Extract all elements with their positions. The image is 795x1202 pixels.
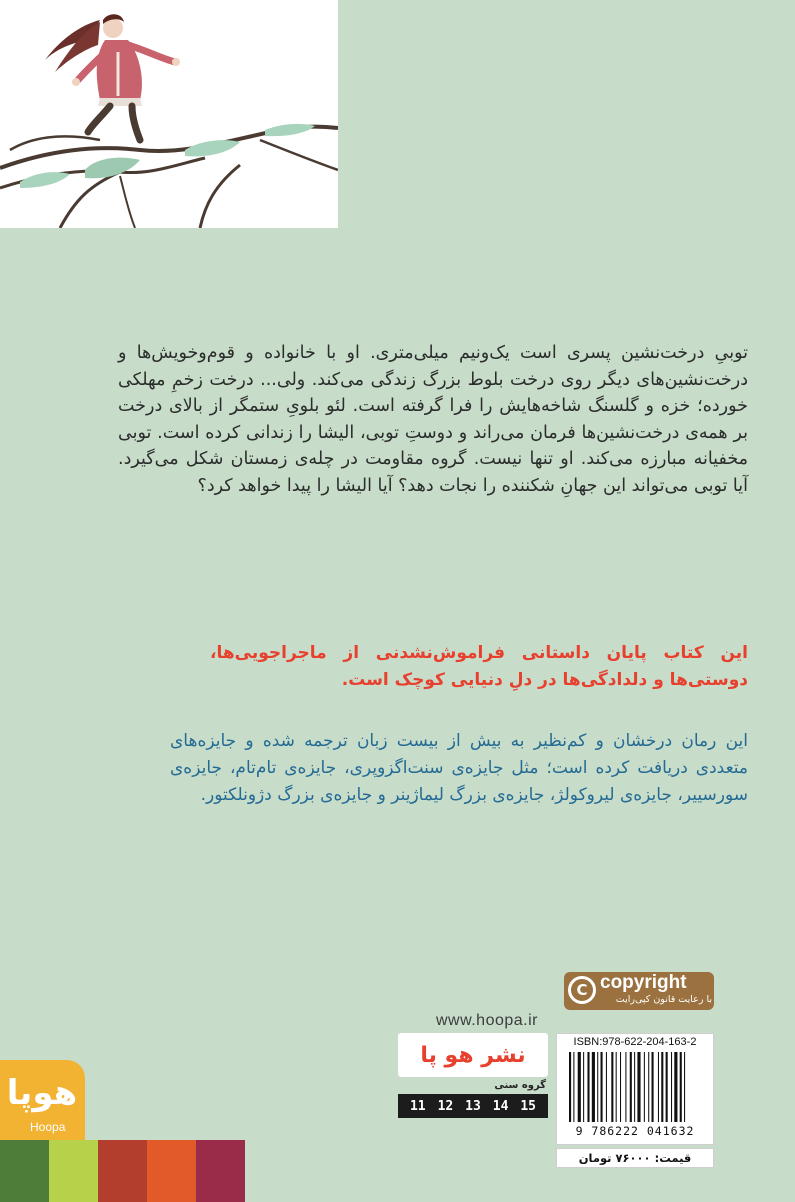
barcode-bar	[592, 1052, 595, 1122]
color-strip-segment	[98, 1140, 147, 1202]
color-strip	[0, 1140, 245, 1202]
price-label: قیمت: ۷۶۰۰۰ تومان	[556, 1148, 714, 1168]
barcode-bar	[661, 1052, 663, 1122]
barcode-bar	[625, 1052, 626, 1122]
barcode-bar	[616, 1052, 617, 1122]
barcode-bar	[674, 1052, 677, 1122]
running-girl-figure	[45, 14, 180, 140]
barcode-bar	[684, 1052, 685, 1122]
barcode-bar	[569, 1052, 571, 1122]
barcode-bar	[620, 1052, 621, 1122]
age-group-bar	[398, 1094, 548, 1118]
copyright-badge	[564, 972, 714, 1010]
barcode-bar	[634, 1052, 635, 1122]
publisher-website[interactable]: www.hoopa.ir	[435, 1012, 538, 1029]
age-group-label: گروه سنی	[494, 1080, 546, 1091]
awards-paragraph: این رمان درخشان و کم‌نظیر به بیش از بیست زبان ترجمه شده و جایزه‌های متعددی دریافت کرده است؛ مثل جایزه‌ی سنت‌اگزوپری، جایزه‌ی تام‌تام، جایزه‌ی سورسییر، جایزه‌ی لیروکولژ، جایزه‌ی بزرگ لیماژینر و جایزه‌ی بزرگ دژونلکتور.	[170, 731, 748, 805]
barcode-bar	[671, 1052, 672, 1122]
color-strip-segment	[147, 1140, 196, 1202]
barcode-bar	[587, 1052, 589, 1122]
hoopa-logo	[0, 1060, 85, 1140]
barcode-bar	[680, 1052, 682, 1122]
barcode-bar	[658, 1052, 659, 1122]
publisher-name: نشر هو پا	[420, 1042, 526, 1068]
copyright-word: copyright	[600, 972, 687, 993]
age-number: 12	[437, 1098, 454, 1114]
age-number: 15	[520, 1098, 536, 1114]
copyright-subtitle: با رعایت قانون کپی‌رایت	[615, 994, 712, 1005]
age-number: 13	[465, 1098, 481, 1114]
copyright-icon: C	[568, 976, 596, 1004]
barcode-bar	[666, 1052, 668, 1122]
publisher-box	[398, 1033, 548, 1077]
snow-branches-illustration	[0, 0, 338, 228]
barcode-bar	[573, 1052, 574, 1122]
hoopa-logo-word: Hoopa	[30, 1120, 66, 1134]
summary-paragraph: توبیِ درخت‌نشین پسری است یک‌ونیم میلی‌متری. او با خانواده و قوم‌وخویش‌ها و درخت‌نشین‌های دیگر روی درخت بلوط بزرگ زندگی می‌کند. ولی... درخت زخمِ مهلکی خورده؛ خزه و گلسنگ شاخه‌هایش را فرا گرفته است. لئو بلویِ ستمگر از بالای درخت بر همه‌ی درخت‌نشین‌ها فرمان می‌راند و دوستِ توبی، الیشا را زندانی کرده است. توبی مخفیانه مبارزه می‌کند. او تنها نیست. گروه مقاومت در چله‌ی زمستان شکل می‌گیرد. آیا توبی می‌تواند این جهانِ شکننده را نجات دهد؟ آیا الیشا را پیدا خواهد کرد؟	[118, 343, 748, 496]
barcode-bar	[652, 1052, 654, 1122]
color-strip-segment	[196, 1140, 245, 1202]
color-strip-segment	[0, 1140, 49, 1202]
barcode-bar	[637, 1052, 640, 1122]
barcode-bar	[644, 1052, 645, 1122]
color-strip-segment	[49, 1140, 98, 1202]
age-number: 14	[492, 1098, 509, 1114]
barcode-bar	[630, 1052, 632, 1122]
barcode-graphic	[567, 1052, 705, 1122]
cover-illustration	[0, 0, 338, 228]
highlight-paragraph: این کتاب پایان داستانی فراموش‌نشدنی از ماجراجویی‌ها، دوستی‌ها و دلدادگی‌ها در دلِ دنیایی کوچک است.	[210, 643, 748, 690]
barcode-digits: 9 786222 041632	[575, 1124, 695, 1138]
barcode-bar	[583, 1052, 584, 1122]
barcode-bar	[606, 1052, 607, 1122]
barcode-bar	[597, 1052, 598, 1122]
isbn-label: ISBN:978-622-204-163-2	[573, 1036, 697, 1048]
barcode-bar	[648, 1052, 649, 1122]
barcode-bar	[578, 1052, 581, 1122]
barcode-bar	[611, 1052, 613, 1122]
barcode-bar	[601, 1052, 603, 1122]
age-number: 11	[409, 1098, 426, 1114]
isbn-box	[556, 1033, 714, 1145]
hoopa-logo-mark: هوپا	[6, 1073, 78, 1113]
